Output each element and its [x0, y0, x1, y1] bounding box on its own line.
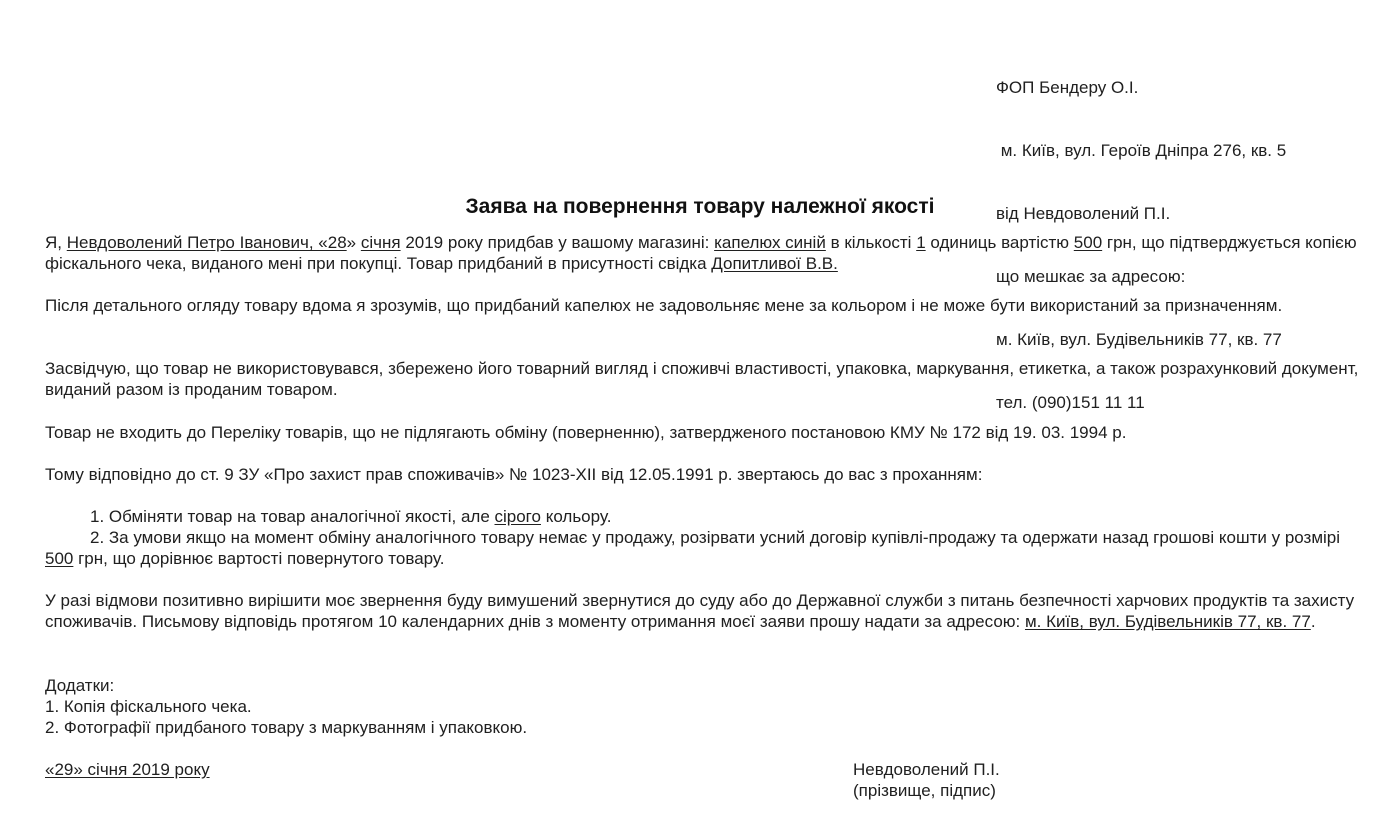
- request-list: [45, 506, 1360, 569]
- paragraph-inspection: [45, 295, 1360, 316]
- addressee-line: ФОП Бендеру О.І.: [996, 78, 1139, 97]
- buyer-name: Невдоволений Петро Іванович, «28: [66, 233, 347, 252]
- paragraph-refusal: [45, 590, 1360, 632]
- item-name: капелюх синій: [714, 233, 826, 252]
- signature-caption: (прізвище, підпис): [853, 781, 996, 800]
- text: грн, що дорівнює вартості повернутого товару.: [73, 549, 445, 568]
- applicant-address-line: м. Київ, вул. Будівельників 77, кв. 77: [996, 330, 1282, 349]
- paragraph-text: Після детального огляду товару вдома я зрозумів, що придбаний капелюх не задовольняє мене за кольором і не може бути використаний за призначенням.: [45, 296, 1283, 315]
- applicant-line: що мешкає за адресою:: [996, 267, 1186, 286]
- applicant-line: від Невдоволений П.І.: [996, 204, 1171, 223]
- addressee-line: м. Київ, вул. Героїв Дніпра 276, кв. 5: [996, 141, 1287, 160]
- paragraph-text: Засвідчую, що товар не використовувався, збережено його товарний вигляд і споживчі властивості, упаковка, маркування, етикетка, а також розрахунковий документ, виданий разом із проданим товаром.: [45, 359, 1359, 399]
- witness-name: Допитливої В.В.: [711, 254, 838, 273]
- attachments-block: [45, 675, 1360, 738]
- paragraph-condition: [45, 358, 1360, 400]
- signature-block: [853, 759, 1000, 801]
- requested-color: сірого: [494, 507, 541, 526]
- purchase-month: січня: [360, 233, 401, 252]
- reply-address: м. Київ, вул. Будівельників 77, кв. 77: [1024, 612, 1311, 631]
- text: кольору.: [540, 507, 612, 526]
- text: .: [1310, 612, 1316, 631]
- paragraph-text: Тому відповідно до ст. 9 ЗУ «Про захист прав споживачів» № 1023-XII від 12.05.1991 р. звертаюсь до вас з проханням:: [45, 465, 983, 484]
- document-title: Заява на повернення товару належної якості: [465, 195, 935, 218]
- paragraph-request-intro: [45, 464, 1360, 485]
- text: грн, що підтверджується копією фіскального чека, виданого мені при покупці. Товар придбаний в присутності свідка: [45, 233, 1357, 273]
- refund-amount: 500: [45, 549, 74, 568]
- signer-name: Невдоволений П.І.: [853, 760, 1000, 779]
- paragraph-purchase: [45, 232, 1360, 274]
- paragraph-text: Товар не входить до Переліку товарів, що не підлягають обміну (поверненню), затвердженого постановою КМУ № 172 від 19. 03. 1994 р.: [45, 423, 1127, 442]
- text: У разі відмови позитивно вирішити моє звернення буду вимушений звернутися до суду або до Державної служби з питань безпечності харчових продуктів та захисту споживачів. Письмову відповідь протягом 10 календарних днів з моменту отримання моєї заяви прошу надати за адресою:: [45, 591, 1355, 631]
- item-quantity: 1: [916, 233, 926, 252]
- text: 2019 року придбав у вашому магазині:: [400, 233, 715, 252]
- attachments-heading: Додатки:: [45, 676, 115, 695]
- phone-line: тел. (090)151 11 11: [996, 393, 1145, 412]
- request-item-1: [90, 506, 1360, 527]
- text: 1. Обміняти товар на товар аналогічної якості, але: [90, 507, 495, 526]
- paragraph-regulation: [45, 422, 1360, 443]
- item-price: 500: [1073, 233, 1103, 252]
- text: »: [346, 233, 361, 252]
- attachment-item: 2. Фотографії придбаного товару з маркуванням і упаковкою.: [45, 718, 528, 737]
- request-item-2: [45, 527, 1360, 569]
- application-date: «29» січня 2019 року: [45, 760, 210, 779]
- text: Я,: [45, 233, 67, 252]
- text: в кількості: [825, 233, 917, 252]
- text: одиниць вартістю: [925, 233, 1074, 252]
- attachment-item: 1. Копія фіскального чека.: [45, 697, 252, 716]
- text: 2. За умови якщо на момент обміну аналогічного товару немає у продажу, розірвати усний договір купівлі-продажу та одержати назад грошові кошти у розмірі: [90, 528, 1341, 547]
